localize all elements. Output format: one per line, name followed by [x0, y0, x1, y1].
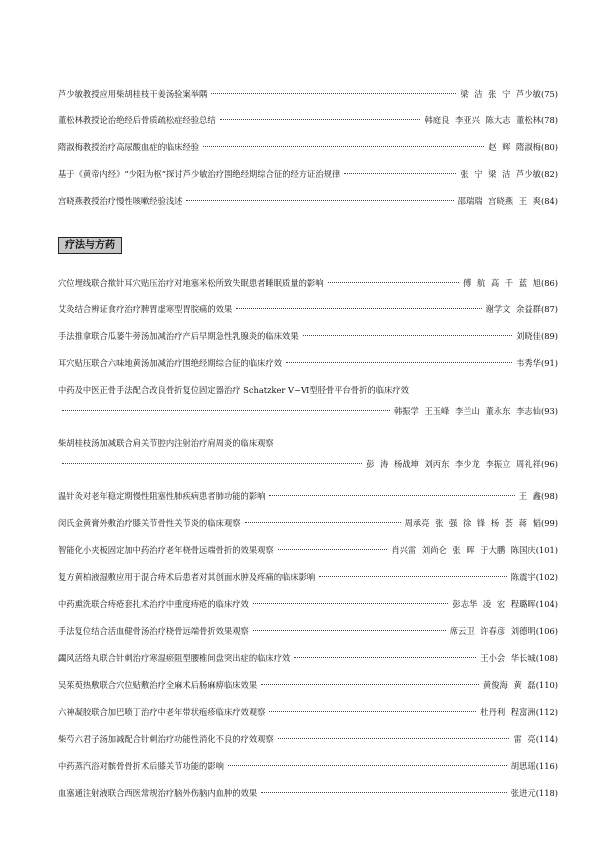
entry-title: 柴芍六君子汤加减配合针刺治疗功能性消化不良的疗效观察: [58, 734, 274, 744]
entry-title: 基于《黄帝内经》“少阳为枢”探讨芦少敏治疗围绝经期综合征的经方证治规律: [58, 169, 341, 179]
entry-title: 董松林教授论治绝经后骨质疏松症经验总结: [58, 115, 216, 125]
entry-title: 手法复位结合活血健骨汤治疗桡骨远端骨折效果观察: [58, 626, 249, 636]
toc-entry[interactable]: [58, 706, 558, 718]
leader-dots: [220, 119, 421, 120]
entry-title: 穴位埋线联合揿针耳穴贴压治疗对地塞米松所致失眠患者睡眠质量的影响: [58, 278, 324, 288]
entry-title: 宫晓燕教授治疗慢性咳嗽经验浅述: [58, 196, 183, 206]
entry-authors: 张进元: [510, 788, 536, 798]
entry-authors: 彭 涛 杨战坤 刘丙东 李少龙 李振立 周礼祥: [366, 459, 541, 469]
toc-entry[interactable]: [58, 733, 558, 745]
toc-entry[interactable]: [58, 277, 558, 289]
toc-entry[interactable]: [58, 544, 558, 556]
entry-authors: 席云卫 许春彦 刘德明: [449, 626, 536, 636]
entry-authors: 傅 航 高 千 蓝 旭: [462, 278, 541, 288]
toc-entry[interactable]: [58, 625, 558, 637]
toc-entry[interactable]: [58, 437, 558, 470]
toc-entry[interactable]: [58, 168, 558, 180]
entry-page: (82): [540, 169, 558, 179]
toc-entry[interactable]: [58, 490, 558, 502]
entry-title: 温针灸对老年稳定期慢性阻塞性肺疾病患者肺功能的影响: [58, 491, 266, 501]
toc-entry[interactable]: [58, 679, 558, 691]
entry-page: (102): [535, 572, 558, 582]
entry-authors: 谢学文 余益群: [485, 304, 541, 314]
entry-page: (118): [535, 788, 558, 798]
entry-title: 柴胡桂枝汤加减联合肩关节腔内注射治疗肩周炎的临床观察: [58, 438, 274, 448]
entry-authors: 刘晓佳: [516, 331, 541, 341]
entry-authors: 梁 洁 张 宁 芦少敏: [460, 89, 541, 99]
entry-page: (80): [540, 142, 558, 152]
entry-title: 艾灸结合辨证食疗治疗脾胃虚寒型胃脘痛的效果: [58, 304, 233, 314]
entry-page: (112): [535, 707, 558, 717]
toc-entry[interactable]: [58, 195, 558, 207]
entry-page: (86): [540, 278, 558, 288]
leader-dots: [236, 308, 481, 309]
toc-entry[interactable]: [58, 787, 558, 799]
leader-dots: [62, 463, 362, 464]
entry-authors: 胡思瑶: [510, 761, 536, 771]
leader-dots: [253, 603, 449, 604]
toc-entry[interactable]: [58, 303, 558, 315]
leader-dots: [203, 146, 484, 147]
entry-title: 血塞通注射液联合西医常规治疗脑外伤脑内血肿的效果: [58, 788, 258, 798]
entry-page: (84): [540, 196, 558, 206]
toc-entry[interactable]: [58, 330, 558, 342]
leader-dots: [286, 362, 512, 363]
entry-title: 中药蒸汽浴对髌骨骨折术后膝关节功能的影响: [58, 761, 224, 771]
entry-title: 闵氏金黄膏外敷治疗膝关节骨性关节炎的临床观察: [58, 518, 241, 528]
toc-entry[interactable]: [58, 384, 558, 417]
entry-page: (75): [540, 89, 558, 99]
leader-dots: [319, 576, 507, 577]
entry-authors: 雷 亮: [513, 734, 536, 744]
leader-dots: [269, 495, 514, 496]
leader-dots: [228, 765, 507, 766]
entry-authors: 王 鑫: [518, 491, 541, 501]
entry-authors: 王小会 华长城: [480, 653, 536, 663]
entry-authors: 杜丹利 程富洲: [480, 707, 536, 717]
entry-title: 蠲风活络丸联合针刺治疗寒湿瘀阻型腰椎间盘突出症的临床疗效: [58, 653, 291, 663]
entry-page: (78): [540, 115, 558, 125]
toc-entry[interactable]: [58, 88, 558, 100]
leader-dots: [278, 738, 510, 739]
entry-authors: 韩振学 王玉峰 李兰山 董永东 李志仙: [393, 406, 541, 416]
entry-authors: 韩庭良 李亚兴 陈大志 董松林: [424, 115, 541, 125]
toc-entry[interactable]: [58, 114, 558, 126]
leader-dots: [344, 173, 456, 174]
leader-dots: [186, 200, 453, 201]
entry-page: (104): [535, 599, 558, 609]
entry-title: 吴茱萸热敷联合穴位贴敷治疗全麻术后肠麻痹临床效果: [58, 680, 258, 690]
entry-page: (87): [540, 304, 558, 314]
entry-page: (108): [535, 653, 558, 663]
entry-authors: 陈震宇: [510, 572, 536, 582]
entry-page: (101): [535, 545, 558, 555]
leader-dots: [328, 282, 459, 283]
entry-page: (98): [540, 491, 558, 501]
leader-dots: [269, 711, 476, 712]
entry-authors: 邵瑞瑞 宫晓燕 王 爽: [457, 196, 541, 206]
entry-page: (89): [540, 331, 558, 341]
leader-dots: [253, 630, 446, 631]
entry-page: (114): [535, 734, 558, 744]
entry-title: 中药及中医正骨手法配合改良骨折复位固定器治疗 Schatzker Ⅴ~Ⅵ型胫骨平台骨折的临床疗效: [58, 385, 409, 395]
leader-dots: [303, 335, 512, 336]
leader-dots: [294, 657, 476, 658]
entry-title: 六神凝胶联合加巴喷丁治疗中老年带状疱疹临床疗效观察: [58, 707, 266, 717]
toc-entry[interactable]: [58, 517, 558, 529]
entry-title: 手法推拿联合瓜蒌牛蒡汤加减治疗产后早期急性乳腺炎的临床效果: [58, 331, 299, 341]
toc-entry[interactable]: [58, 652, 558, 664]
entry-title: 芦少敏教授应用柴胡桂枝干姜汤验案举隅: [58, 89, 208, 99]
entry-authors: 赵 辉 隋淑梅: [488, 142, 541, 152]
entry-authors: 黄俊海 黄 磊: [482, 680, 536, 690]
entry-authors: 肖兴雷 刘尚仑 张 晖 于大鹏 陈国庆: [391, 545, 536, 555]
toc-entry[interactable]: [58, 141, 558, 153]
section-header: 疗法与方药: [58, 237, 122, 254]
entry-title: 智能化小夹板固定加中药治疗老年桡骨远端骨折的效果观察: [58, 545, 274, 555]
leader-dots: [62, 410, 390, 411]
toc-entry[interactable]: [58, 598, 558, 610]
entry-page: (106): [535, 626, 558, 636]
entry-authors: 周承亮 张 强 徐 锋 杨 荟 蒋 韬: [404, 518, 541, 528]
entry-title: 隋淑梅教授治疗高尿酸血症的临床经验: [58, 142, 200, 152]
entry-authors: 韦秀华: [516, 358, 541, 368]
entry-page: (96): [540, 459, 558, 469]
toc-entry[interactable]: [58, 571, 558, 583]
toc-entry[interactable]: [58, 357, 558, 369]
leader-dots: [261, 792, 507, 793]
entry-title: 复方黄柏液湿敷应用于混合痔术后患者对其创面水肿及疼痛的临床影响: [58, 572, 316, 582]
entry-page: (93): [540, 406, 558, 416]
leader-dots: [245, 522, 401, 523]
entry-page: (99): [540, 518, 558, 528]
entry-authors: 张 宁 梁 洁 芦少敏: [460, 169, 541, 179]
entry-authors: 彭志华 凌 宏 程璐晖: [452, 599, 536, 609]
toc-entry[interactable]: [58, 760, 558, 772]
leader-dots: [211, 93, 456, 94]
entry-page: (116): [535, 761, 558, 771]
entry-title: 耳穴贴压联合六味地黄汤加减治疗围绝经期综合征的临床疗效: [58, 358, 283, 368]
entry-page: (91): [540, 358, 558, 368]
entry-page: (110): [535, 680, 558, 690]
leader-dots: [261, 684, 479, 685]
entry-title: 中药熏洗联合痔疮套扎术治疗中重度痔疮的临床疗效: [58, 599, 249, 609]
leader-dots: [278, 549, 388, 550]
